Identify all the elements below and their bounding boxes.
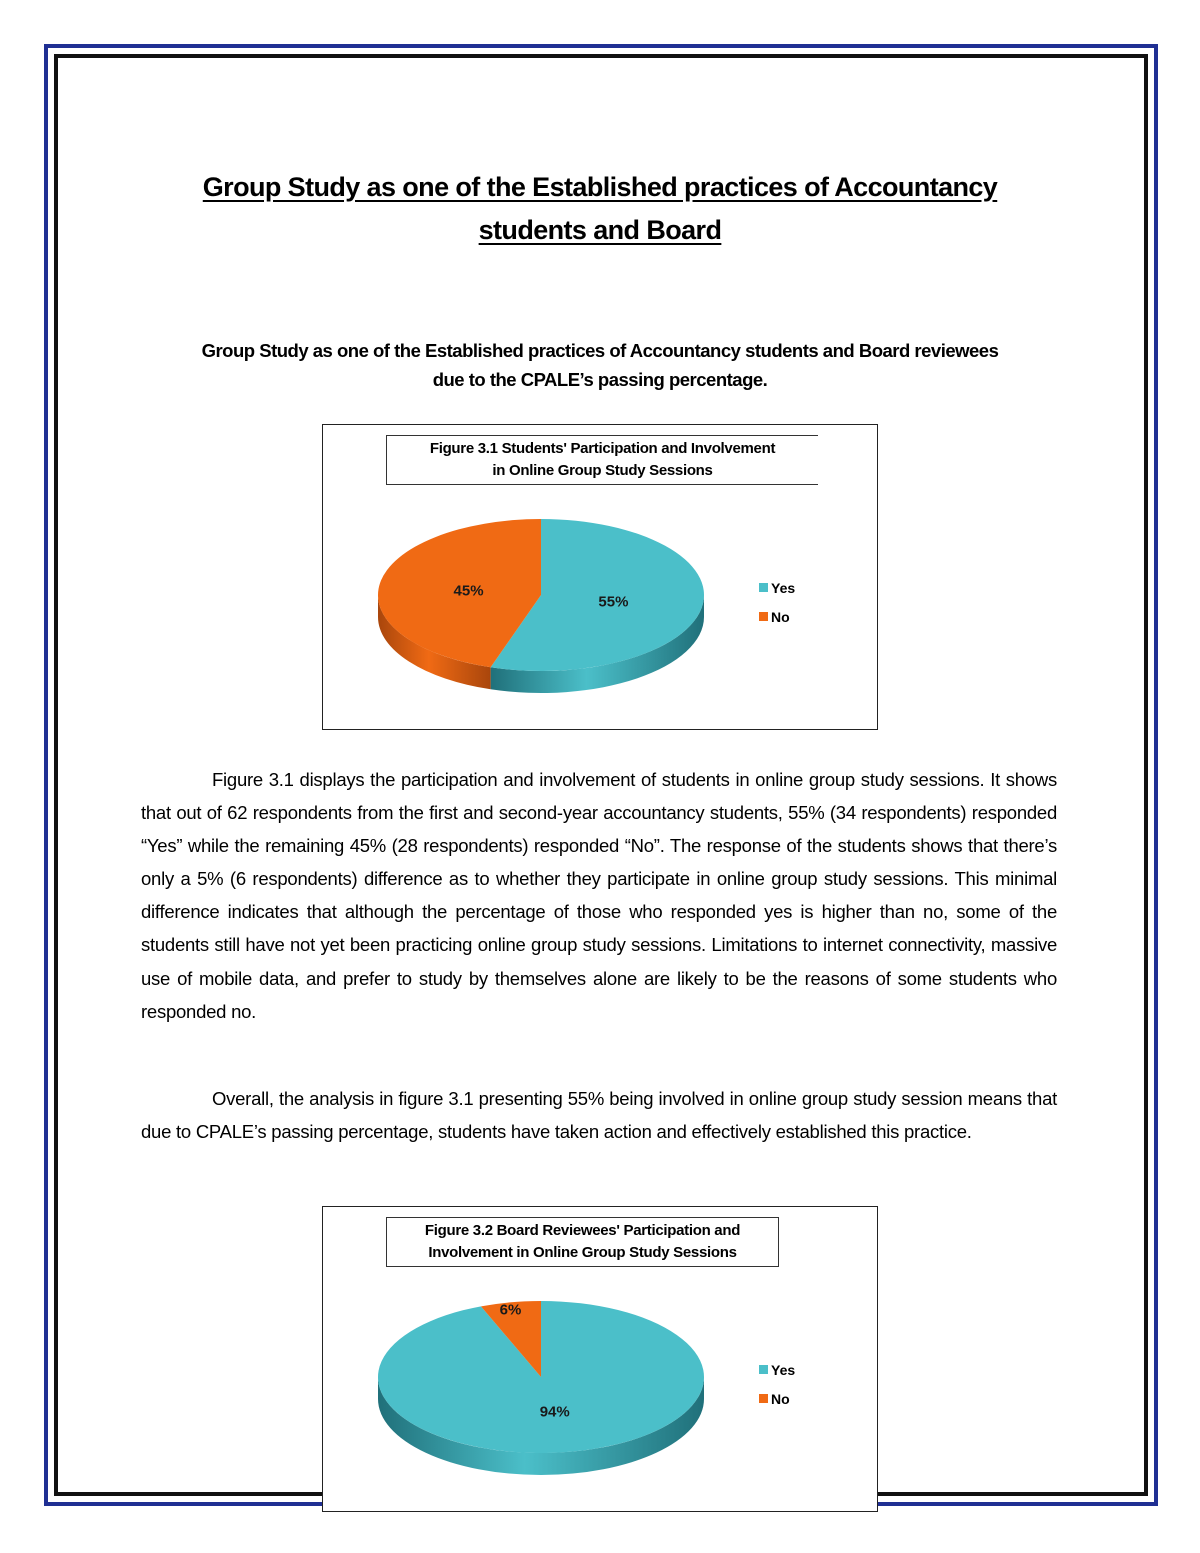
page-title-line2: students and Board bbox=[478, 215, 722, 245]
figure-3-2-title-line1: Figure 3.2 Board Reviewees' Participation and bbox=[424, 1222, 741, 1239]
page-title bbox=[140, 166, 1060, 252]
legend-item-no bbox=[759, 1384, 795, 1413]
figure-3-2-title-line2: Involvement in Online Group Study Sessions bbox=[428, 1244, 737, 1261]
figure-3-2-pie bbox=[323, 1207, 879, 1513]
pie-label-no: 45% bbox=[453, 582, 484, 600]
page-title-line1: Group Study as one of the Established practices of Accountancy bbox=[202, 172, 998, 202]
legend-label-yes: Yes bbox=[771, 1361, 796, 1378]
figure-3-1-chart bbox=[322, 424, 878, 730]
legend-item-yes bbox=[759, 573, 795, 602]
pie-label-yes: 55% bbox=[598, 593, 629, 611]
legend-label-yes: Yes bbox=[771, 579, 796, 596]
paragraph-1-text: Figure 3.1 displays the participation and involvement of students in online group study sessions. It shows that out of 62 respondents from the first and second-year accountancy students, 55% (34 respondents) responded “Yes” while the remaining 45% (28 respondents) responded “No”. The response of the students shows that there’s only a 5% (6 respondents) difference as to whether they participate in online group study sessions. This minimal difference indicates that although the percentage of those who responded yes is higher than no, some of the students still have not yet been practicing online group study sessions. Limitations to internet connectivity, massive use of mobile data, and prefer to study by themselves alone are likely to be the reasons of some students who responded no. bbox=[141, 769, 1057, 1022]
paragraph-2-text: Overall, the analysis in figure 3.1 presenting 55% being involved in online group study session means that due to CPALE’s passing percentage, students have taken action and effectively established this practice. bbox=[141, 1088, 1057, 1143]
paragraph-overall bbox=[141, 1082, 1057, 1148]
legend-swatch-no bbox=[759, 1394, 768, 1403]
section-heading bbox=[140, 336, 1060, 394]
legend-swatch-no bbox=[759, 612, 768, 621]
figure-3-1-pie bbox=[323, 425, 879, 731]
pie-label-yes: 94% bbox=[539, 1403, 570, 1421]
figure-3-2-chart bbox=[322, 1206, 878, 1512]
legend-label-no: No bbox=[771, 608, 790, 625]
legend-swatch-yes bbox=[759, 1365, 768, 1374]
figure-3-1-legend bbox=[759, 573, 795, 631]
legend-label-no: No bbox=[771, 1390, 790, 1407]
paragraph-figure-3-1 bbox=[141, 763, 1057, 1028]
figure-3-2-legend bbox=[759, 1355, 795, 1413]
figure-3-1-title-line1: Figure 3.1 Students' Participation and Involvement bbox=[429, 440, 776, 457]
figure-3-1-title-line2: in Online Group Study Sessions bbox=[492, 462, 713, 479]
pie-label-no: 6% bbox=[499, 1301, 522, 1319]
section-heading-line2: due to the CPALE’s passing percentage. bbox=[432, 369, 768, 390]
legend-swatch-yes bbox=[759, 583, 768, 592]
section-heading-line1: Group Study as one of the Established practices of Accountancy students and Board reviewees bbox=[201, 340, 999, 361]
legend-item-no bbox=[759, 602, 795, 631]
legend-item-yes bbox=[759, 1355, 795, 1384]
